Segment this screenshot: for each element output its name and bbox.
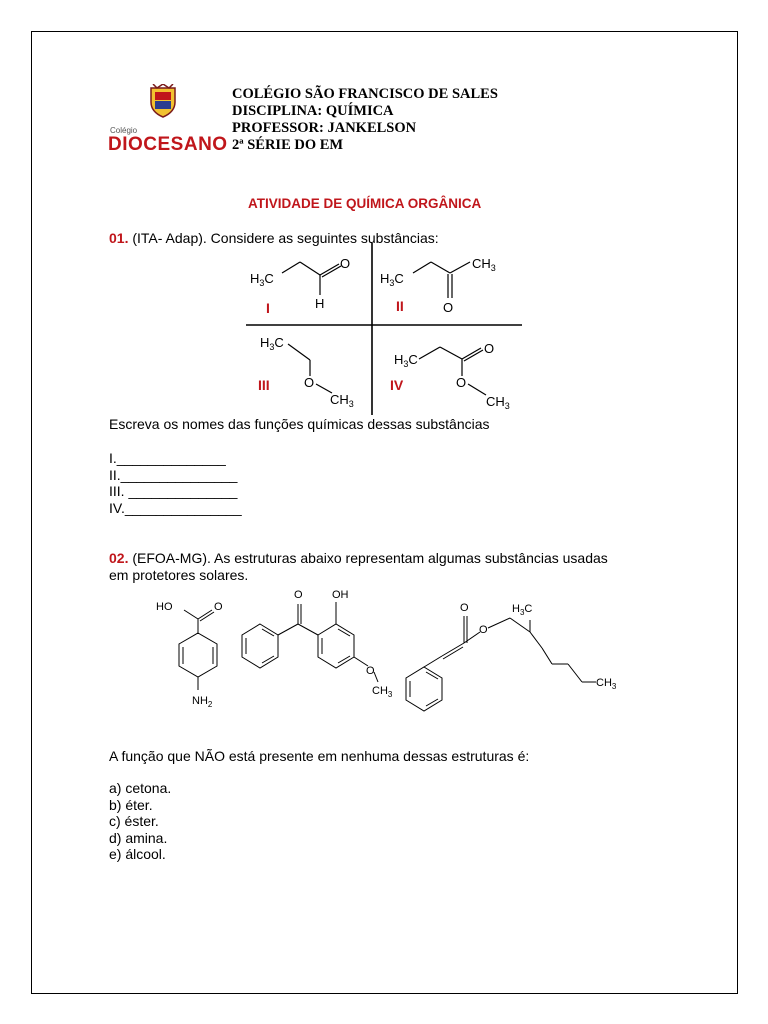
q2-number: 02. xyxy=(109,550,129,566)
svg-text:CH3: $CH_3$ xyxy=(596,677,617,691)
q1-number: 01. xyxy=(109,230,129,246)
q1-answers xyxy=(109,450,242,516)
svg-text:H3C: $H_3C$ xyxy=(394,352,418,369)
q2-structures xyxy=(150,586,625,716)
header-professor: PROFESSOR: JANKELSON xyxy=(232,120,417,136)
option-b[interactable]: b) éter. xyxy=(109,796,153,813)
school-logo xyxy=(105,84,228,156)
structure-label-iv: IV xyxy=(390,377,404,393)
svg-text:O: O xyxy=(214,601,223,613)
q1-instruction: Escreva os nomes das funções químicas dessas substâncias xyxy=(109,416,490,432)
q2-statement xyxy=(109,550,629,583)
svg-text:O: O xyxy=(340,256,351,271)
svg-text:H3C: $H_3C$ xyxy=(260,335,284,352)
svg-text:CH3: $CH_3$ xyxy=(472,256,496,273)
logo-small-text: Colégio xyxy=(110,126,138,135)
svg-text:CH3: $CH_3$ xyxy=(486,394,510,411)
option-d[interactable]: d) amina. xyxy=(109,829,168,846)
answer-line-iii[interactable]: III. ______________ xyxy=(109,483,238,499)
svg-text:OH: OH xyxy=(332,589,349,601)
svg-text:HO: HO xyxy=(156,601,173,613)
q1-text: (ITA- Adap). Considere as seguintes substâncias: xyxy=(128,230,439,246)
logo-big-text: DIOCESANO xyxy=(108,134,228,155)
svg-text:O: O xyxy=(304,375,315,390)
q1-structures xyxy=(240,243,530,418)
svg-text:O: O xyxy=(456,375,467,390)
svg-text:CH3: $CH_3$ xyxy=(372,685,393,699)
structure-label-ii: II xyxy=(396,298,404,314)
svg-text:O: O xyxy=(460,602,469,614)
q2-options xyxy=(109,780,171,863)
svg-text:H3C: $H_3C$ xyxy=(250,271,274,288)
answer-line-iv[interactable]: IV._______________ xyxy=(109,499,242,516)
svg-text:CH3: $CH_3$ xyxy=(330,392,354,409)
svg-text:H3C: $H_3C$ xyxy=(380,271,404,288)
structure-label-iii: III xyxy=(258,377,270,393)
header-school: COLÉGIO SÃO FRANCISCO DE SALES xyxy=(232,86,498,102)
answer-line-i[interactable]: I.______________ xyxy=(109,450,226,466)
q2-question: A função que NÃO está presente em nenhuma dessas estruturas é: xyxy=(109,748,530,764)
option-a[interactable]: a) cetona. xyxy=(109,780,172,796)
svg-text:NH2: $NH_2$ xyxy=(192,695,213,709)
option-c[interactable]: c) éster. xyxy=(109,813,159,829)
q2-text: (EFOA-MG). As estruturas abaixo representam algumas substâncias usadas em protetores solares. xyxy=(109,550,608,583)
school-header xyxy=(232,86,498,154)
option-e[interactable]: e) álcool. xyxy=(109,846,166,862)
svg-text:O: O xyxy=(366,665,375,677)
crest-icon xyxy=(149,84,177,118)
svg-text:O: O xyxy=(294,589,303,601)
svg-text:O: O xyxy=(484,341,495,356)
header-discipline: DISCIPLINA: QUÍMICA xyxy=(232,103,394,119)
structure-label-i: I xyxy=(266,300,270,316)
svg-text:H: H xyxy=(315,296,325,311)
svg-text:O: O xyxy=(479,624,488,636)
page-title: ATIVIDADE DE QUÍMICA ORGÂNICA xyxy=(248,196,482,211)
svg-text:O: O xyxy=(443,300,454,315)
answer-line-ii[interactable]: II._______________ xyxy=(109,466,238,483)
header-grade: 2ª SÉRIE DO EM xyxy=(232,137,344,153)
svg-text:H3C: $H_3C$ xyxy=(512,603,533,617)
